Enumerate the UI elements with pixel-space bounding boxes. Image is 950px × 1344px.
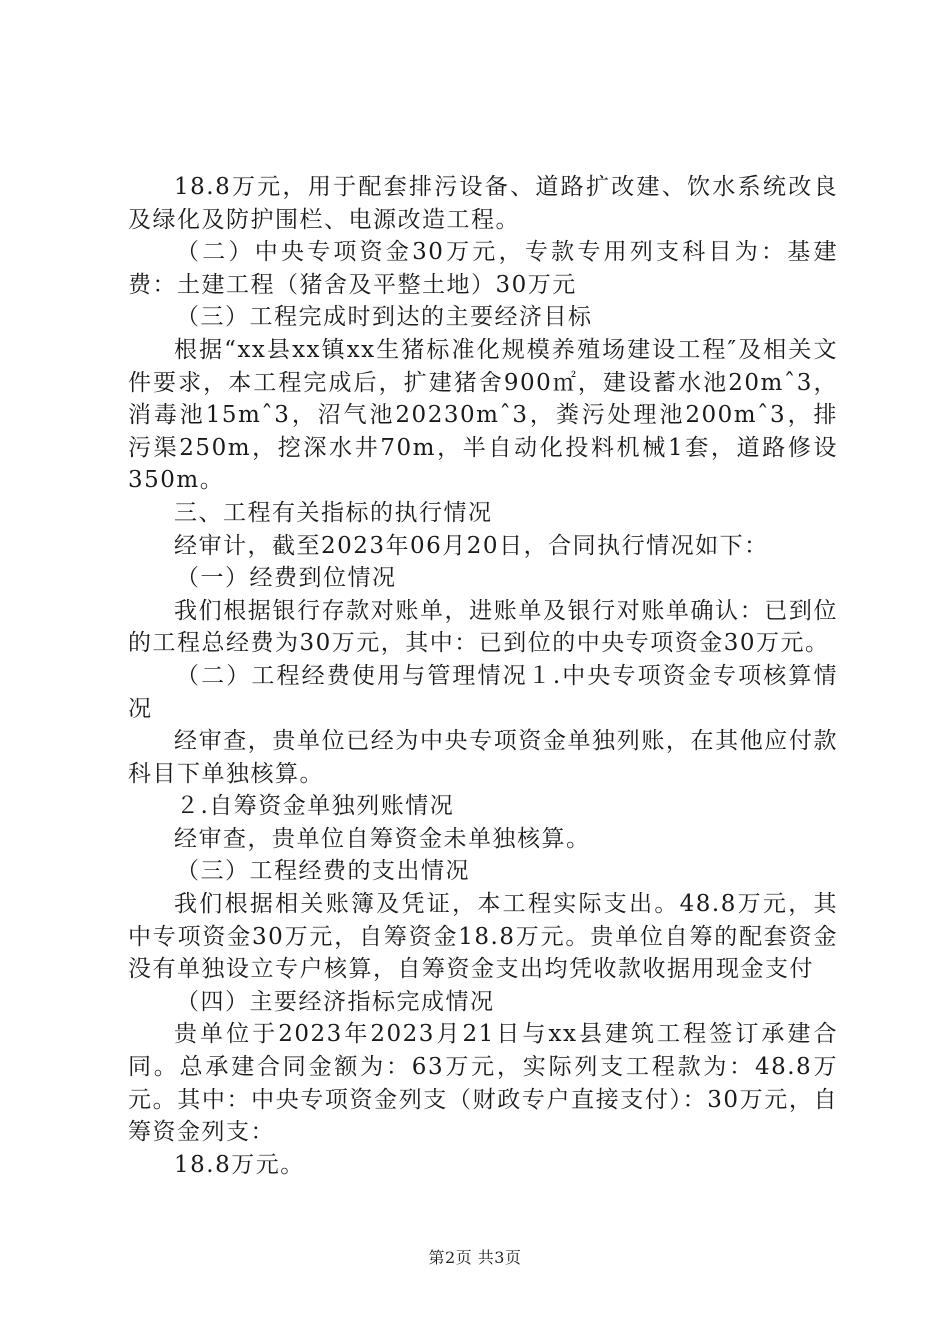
heading-self-raised-accounting: ２.自筹资金单独列账情况 [176, 793, 455, 820]
heading-economic-targets: （三）工程完成时到达的主要经济目标 [176, 304, 593, 331]
paragraph-central-accounting: 经审查，贵单位已经为中央专项资金单独列账，在其他应付款科目下单独核算。 [128, 728, 838, 787]
page-footer: 第2页 共3页 [428, 1248, 522, 1267]
paragraph-project-targets: 根据“xx县xx镇xx生猪标准化规模养殖场建设工程″及相关文件要求，本工程完成后，扩建猪舍900㎡，建设蓄水池20mˆ3，消毒池15mˆ3，沼气池20230mˆ3，粪污处理池200mˆ3，排污渠250m，挖深水井70m，半自动化投料机械1套，道路修设350m。 [128, 336, 838, 494]
document-body [128, 171, 838, 1181]
paragraph-funding-use: 18.8万元，用于配套排污设备、道路扩改建、饮水系统改良及绿化及防护围栏、电源改造工程。 [128, 174, 838, 233]
paragraph-expenditure: 我们根据相关账簿及凭证，本工程实际支出。48.8万元，其中专项资金30万元，自筹资金18.8万元。贵单位自筹的配套资金没有单独设立专户核算，自筹资金支出均凭收款收据用现金支付 [128, 891, 838, 983]
heading-indicator-completion: （四）主要经济指标完成情况 [176, 988, 495, 1015]
paragraph-self-raised-accounting: 经审查，贵单位自筹资金未单独核算。 [174, 825, 591, 852]
heading-funds-management: （二）工程经费使用与管理情况１.中央专项资金专项核算情况 [128, 662, 838, 722]
paragraph-self-raised-amount: 18.8万元。 [174, 1151, 305, 1178]
heading-expenditure: （三）工程经费的支出情况 [176, 858, 470, 885]
paragraph-contract: 贵单位于2023年2023月21日与xx县建筑工程签订承建合同。总承建合同金额为：63万元，实际列支工程款为：48.8万元。其中：中央专项资金列支（财政专户直接支付）：30万元，自筹资金列支： [128, 1021, 838, 1146]
paragraph-central-fund: （二）中央专项资金30万元，专款专用列支科目为：基建费：土建工程（猪舍及平整土地）30万元 [128, 239, 838, 298]
paragraph-audit-intro: 经审计，截至2023年06月20日，合同执行情况如下： [174, 532, 769, 559]
paragraph-funds-arrival: 我们根据银行存款对账单，进账单及银行对账单确认：已到位的工程总经费为30万元，其中：已到位的中央专项资金30万元。 [128, 597, 838, 657]
heading-funds-arrival: （一）经费到位情况 [176, 565, 397, 592]
heading-section-three: 三、工程有关指标的执行情况 [174, 499, 493, 526]
